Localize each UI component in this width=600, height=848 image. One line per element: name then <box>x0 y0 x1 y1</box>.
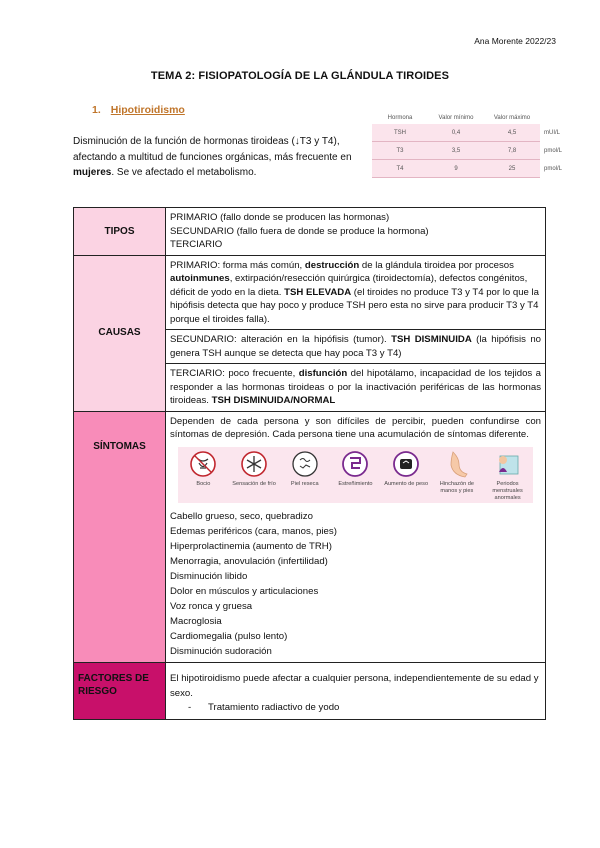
label-causas: CAUSAS <box>74 255 166 411</box>
label-factores-riesgo: FACTORES DE RIESGO <box>74 662 166 720</box>
intro-text-2: . Se ve afectado el metabolismo. <box>111 167 257 178</box>
cell-unit: pmol/L <box>540 160 574 178</box>
row-riesgo <box>74 662 546 720</box>
page-title: TEMA 2: FISIOPATOLOGÍA DE LA GLÁNDULA TIROIDES <box>150 70 450 82</box>
causa-secundario <box>166 330 546 364</box>
symptom-label: Estreñimiento <box>338 480 373 487</box>
symptom-label: Piel reseca <box>290 480 319 487</box>
list-item: Macroglosia <box>170 615 222 627</box>
text: PRIMARIO: forma más común, <box>170 259 305 271</box>
intro-text-1: Disminución de la función de hormonas tiroideas (↓T3 y T4), afectando a multitud de funciones orgánicas, más frecuente en <box>73 136 352 163</box>
text: de la glándula tiroidea por procesos <box>359 259 514 271</box>
cell-min: 9 <box>428 160 484 178</box>
cell-min: 3,5 <box>428 142 484 160</box>
list-item: Cardiomegalia (pulso lento) <box>170 630 288 642</box>
section-number: 1. <box>92 104 101 116</box>
section-heading <box>92 104 185 116</box>
symptom-cold <box>231 450 277 488</box>
bold-text: destrucción <box>304 259 360 271</box>
symptom-icons-strip <box>178 447 533 503</box>
bold-text: TSH DISMINUIDA/NORMAL <box>211 395 336 406</box>
sintomas-content <box>166 411 546 662</box>
text: TERCIARIO: poco frecuente, <box>170 368 299 379</box>
riesgo-text: El hipotiroidismo puede afectar a cualquier persona, independientemente de su edad y sexo. <box>170 672 539 699</box>
cell-hormone: T4 <box>372 160 428 178</box>
cell-unit: mUI/L <box>540 124 574 142</box>
symptom-label: Aumento de peso <box>384 480 429 487</box>
bold-text: TSH DISMINUIDA <box>391 334 472 345</box>
symptom-dry-skin <box>282 450 328 488</box>
symptom-weight-gain <box>383 450 429 488</box>
text: (la hipófisis no genera TSH aunque se detecta que hay poca T3 y T4) <box>170 334 541 359</box>
symptom-label: Hinchazón de manos y pies <box>439 480 474 494</box>
text: SECUNDARIO: alteración en la hipófisis (tumor). <box>170 334 392 345</box>
col-header-min: Valor mínimo <box>438 115 474 121</box>
list-item: Disminución sudoración <box>170 645 272 657</box>
intro-paragraph <box>73 134 358 181</box>
symptom-swelling <box>434 450 480 495</box>
bold-text: autoinmunes <box>170 273 230 284</box>
cell-max: 25 <box>484 160 540 178</box>
tipos-line: SECUNDARIO (fallo fuera de donde se produce la hormona) <box>170 225 429 237</box>
text: , extirpación/resección quirúrgica (tiroidectomía), defectos congénitos, déficit de yodo en la dieta. <box>170 273 528 298</box>
row-causas-primario <box>74 255 546 330</box>
section-label: Hipotiroidismo <box>110 104 185 116</box>
author-label: Ana Morente 2022/23 <box>474 36 556 46</box>
symptom-label: Sensación de frío <box>232 480 276 487</box>
cell-min: 0,4 <box>428 124 484 142</box>
symptom-goiter <box>180 450 226 488</box>
list-item: Edemas periféricos (cara, manos, pies) <box>170 525 337 537</box>
intro-bold: mujeres <box>73 167 112 178</box>
bold-text: disfunción <box>298 368 348 379</box>
causa-terciario <box>166 364 546 412</box>
swollen-limb-icon <box>443 450 471 478</box>
goiter-icon <box>189 450 217 478</box>
list-item: Menorragia, anovulación (infertilidad) <box>170 555 328 567</box>
causa-primario <box>166 255 546 330</box>
symptom-menstrual <box>485 450 531 502</box>
table-row <box>372 142 574 160</box>
col-header-unit <box>540 112 574 124</box>
cell-hormone: T3 <box>372 142 428 160</box>
list-item: Disminución libido <box>170 570 248 582</box>
col-header-max: Valor máximo <box>493 115 531 121</box>
hormone-values-table <box>372 112 574 178</box>
scale-icon <box>392 450 420 478</box>
list-item: Cabello grueso, seco, quebradizo <box>170 510 313 522</box>
symptom-constipation <box>332 450 378 488</box>
cell-unit: pmol/L <box>540 142 574 160</box>
list-item: Voz ronca y gruesa <box>170 600 253 612</box>
riesgo-content <box>166 662 546 720</box>
intestine-icon <box>341 450 369 478</box>
tipos-line: PRIMARIO (fallo donde se producen las hormonas) <box>170 212 390 223</box>
table-row <box>372 160 574 178</box>
list-item: Hiperprolactinemia (aumento de TRH) <box>170 540 332 552</box>
label-sintomas: SÍNTOMAS <box>74 411 166 662</box>
table-row <box>372 124 574 142</box>
row-tipos <box>74 208 546 256</box>
cell-max: 4,5 <box>484 124 540 142</box>
bold-text: TSH ELEVADA <box>284 286 352 298</box>
sintomas-intro: Dependen de cada persona y son difíciles de percibir, pueden confundirse con síntomas de depresión. Cada persona tiene una acumulación de síntomas diferente. <box>170 415 541 440</box>
cell-max: 7,8 <box>484 142 540 160</box>
row-sintomas <box>74 411 546 662</box>
tipos-line: TERCIARIO <box>170 239 223 250</box>
symptom-list <box>170 509 541 659</box>
calendar-woman-icon <box>494 450 522 478</box>
cell-hormone: TSH <box>372 124 428 142</box>
tipos-content <box>166 208 546 256</box>
list-item: Dolor en músculos y articulaciones <box>170 585 319 597</box>
symptom-label: Periodos menstruales anormales <box>492 480 523 501</box>
riesgo-list-item <box>170 701 541 715</box>
label-tipos: TIPOS <box>74 208 166 256</box>
text: del hipotálamo, incapacidad de los tejidos a responder a las hormonas tiroideas o por la inactivación periféricas de las hormonas tiroideas. <box>170 368 541 406</box>
summary-table <box>73 207 546 720</box>
snowflake-icon <box>240 450 268 478</box>
text: (el tiroides no produce T3 y T4 por lo que la hipófisis detecta que hay poco y produce TSH pero esta no sirve para producir T3 y T4 porque el tiroides falla). <box>170 286 540 325</box>
riesgo-item-text: Tratamiento radiactivo de yodo <box>208 701 340 713</box>
hormone-table-header <box>372 112 574 124</box>
dash-marker: - <box>188 701 192 713</box>
col-header-hormone: Hormona <box>387 115 413 121</box>
dry-skin-icon <box>291 450 319 478</box>
symptom-label: Bocio <box>196 480 211 487</box>
